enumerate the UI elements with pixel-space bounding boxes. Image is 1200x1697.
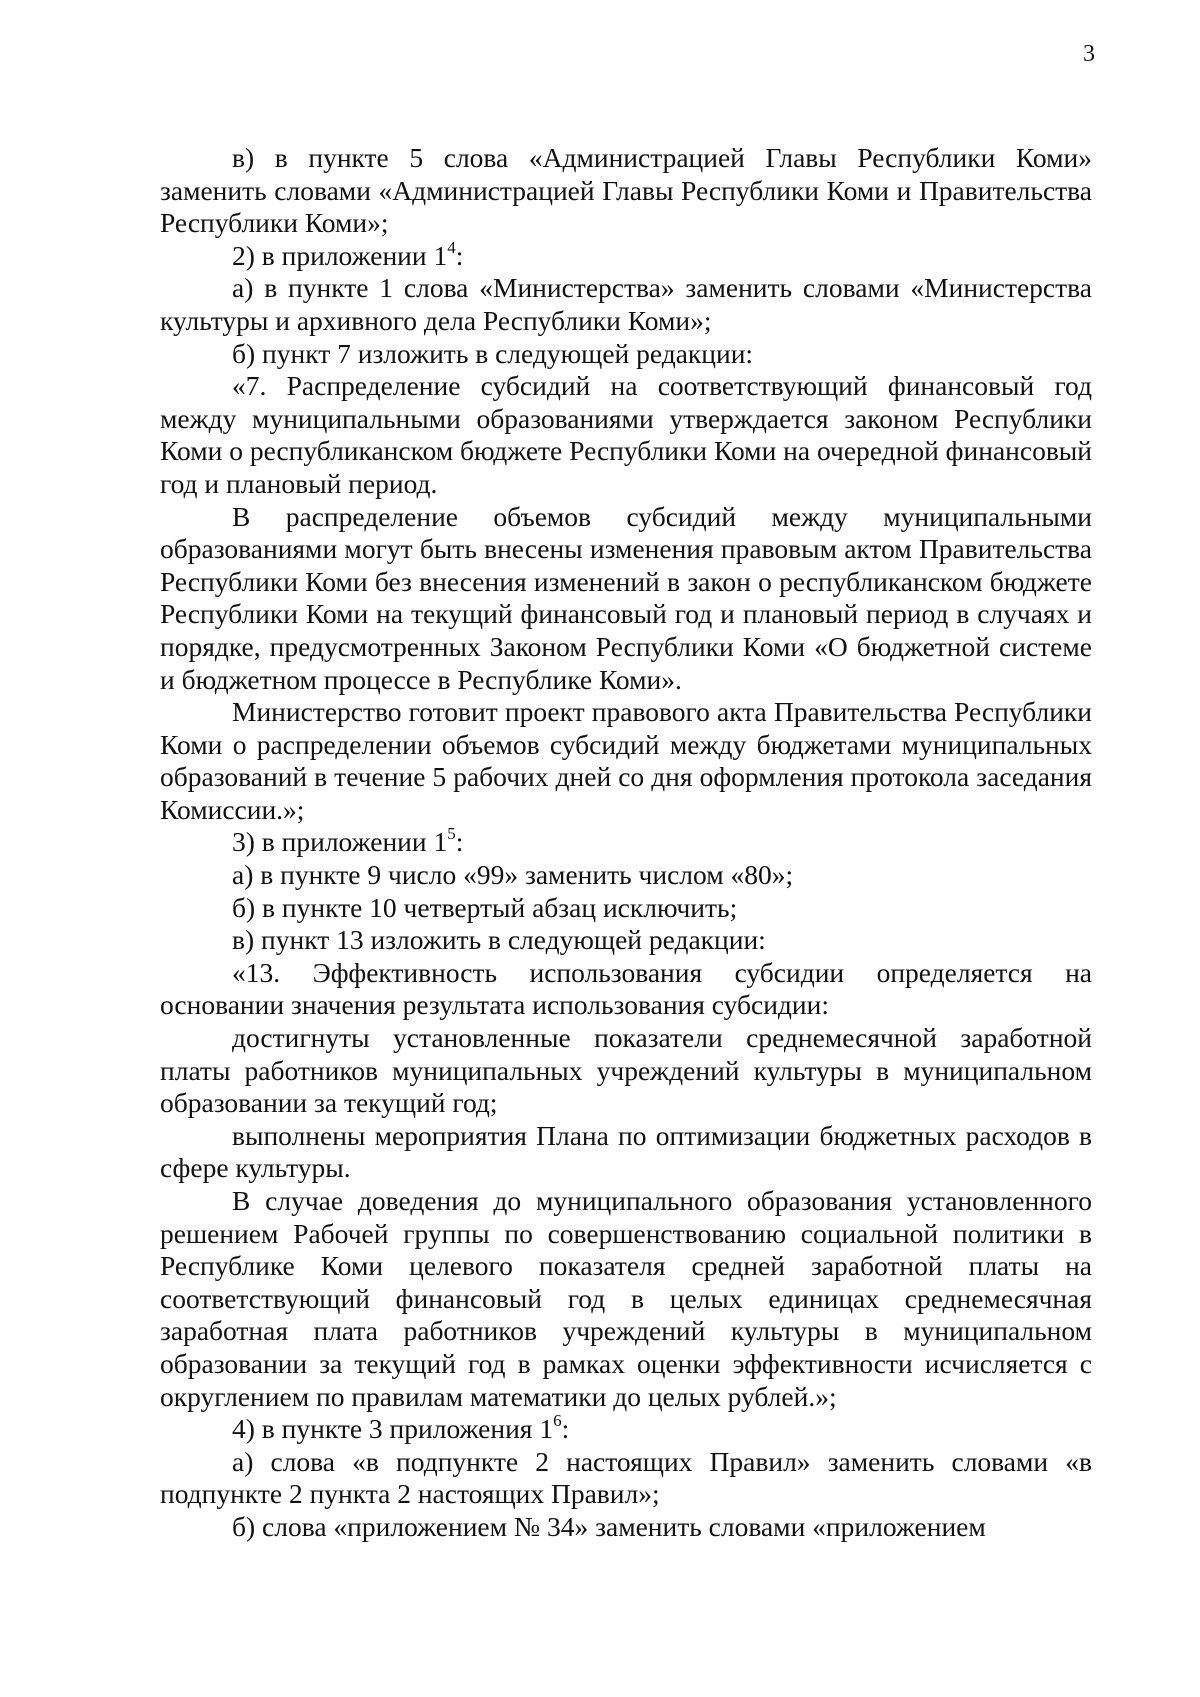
- paragraph-15: В случае доведения до муниципального образования установленного решением Рабочей группы по совершенствованию социальной политики в Республике Коми целевого показателя средней заработной платы на соответствующий финансовый год в целых единицах среднемесячная заработная плата работников учреждений культуры в муниципальном образовании за текущий год в рамках оценки эффективности исчисляется с округлением по правилам математики до целых рублей.»;: [160, 1185, 1092, 1412]
- paragraph-17: а) слова «в подпункте 2 настоящих Правил» заменить словами «в подпункте 2 пункта 2 настоящих Правил»;: [160, 1445, 1092, 1510]
- page-number: 3: [1083, 41, 1095, 67]
- paragraph-16: [160, 1413, 1092, 1446]
- paragraph-9: а) в пункте 9 число «99» заменить числом «80»;: [232, 859, 794, 891]
- paragraph-2-text: 2) в приложении 1: [232, 239, 448, 271]
- paragraph-8-text: 3) в приложении 1: [232, 826, 448, 858]
- paragraph-3: а) в пункте 1 слова «Министерства» заменить словами «Министерства культуры и архивного дела Республики Коми»;: [160, 272, 1092, 336]
- paragraph-12: «13. Эффективность использования субсидии определяется на основании значения результата использования субсидии:: [160, 956, 1092, 1021]
- paragraph-14: выполнены мероприятия Плана по оптимизации бюджетных расходов в сфере культуры.: [160, 1119, 1092, 1184]
- footnote-superscript: 6: [553, 1411, 562, 1430]
- paragraph-5: «7. Распределение субсидий на соответствующий финансовый год между муниципальными образованиями утверждается законом Республики Коми о республиканском бюджете Республики Коми на очередной финансовый год и плановый период.: [160, 370, 1092, 499]
- paragraph-11: в) пункт 13 изложить в следующей редакции:: [232, 924, 766, 956]
- paragraph-4: б) пункт 7 изложить в следующей редакции:: [232, 337, 754, 369]
- footnote-superscript: 5: [447, 824, 456, 844]
- paragraph-13: достигнуты установленные показатели среднемесячной заработной платы работников муниципальных учреждений культуры в муниципальном образовании за текущий год;: [160, 1022, 1092, 1119]
- paragraph-16-tail: :: [561, 1413, 570, 1445]
- paragraph-10: б) в пункте 10 четвертый абзац исключить;: [232, 891, 738, 923]
- footnote-superscript: 4: [447, 237, 456, 257]
- paragraph-8: [160, 826, 1092, 859]
- paragraph-16-text: 4) в пункте 3 приложения 1: [232, 1413, 554, 1445]
- paragraph-2: [160, 237, 1092, 273]
- paragraph-18: б) слова «приложением № 34» заменить словами «приложением: [232, 1510, 986, 1542]
- document-body: [160, 142, 1092, 1544]
- paragraph-6: В распределение объемов субсидий между муниципальными образованиями могут быть внесены изменения правовым актом Правительства Республики Коми без внесения изменений в закон о республиканском бюджете Республики Коми на текущий финансовый год и плановый период в случаях и порядке, предусмотренных Законом Республики Коми «О бюджетной системе и бюджетном процессе в Республике Коми».: [160, 500, 1092, 695]
- paragraph-7: Министерство готовит проект правового акта Правительства Республики Коми о распределении объемов субсидий между бюджетами муниципальных образований в течение 5 рабочих дней со дня оформления протокола заседания Комиссии.»;: [160, 696, 1092, 825]
- paragraph-2-tail: :: [455, 239, 464, 271]
- paragraph-8-tail: :: [455, 826, 464, 858]
- paragraph-1: в) в пункте 5 слова «Администрацией Главы Республики Коми» заменить словами «Администрацией Главы Республики Коми и Правительства Республики Коми»;: [160, 142, 1092, 239]
